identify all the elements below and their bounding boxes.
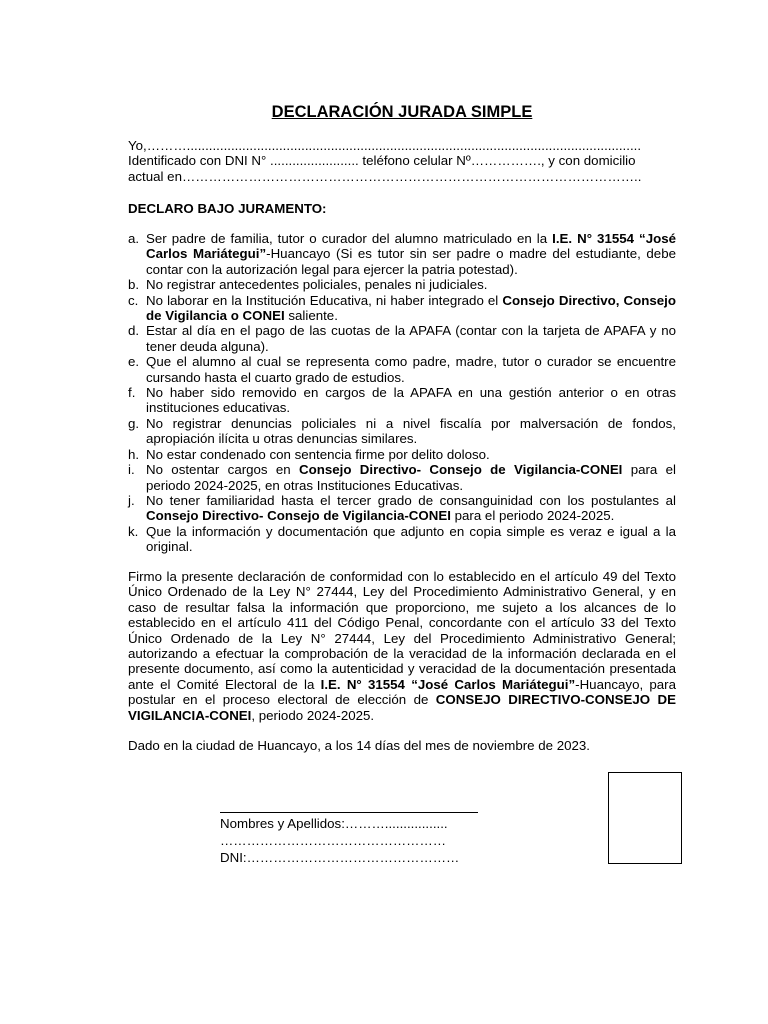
declaration-item bbox=[128, 231, 676, 277]
item-marker: h. bbox=[128, 446, 140, 462]
declaration-item bbox=[128, 323, 676, 354]
text-run: No haber sido removido en cargos de la APAFA en una gestión anterior o en otras instituciones educativas. bbox=[146, 385, 676, 416]
text-run: No tener familiaridad hasta el tercer grado de consanguinidad con los postulantes al bbox=[146, 492, 676, 508]
item-marker: j. bbox=[128, 492, 135, 508]
declaration-item bbox=[128, 354, 676, 385]
item-marker: b. bbox=[128, 277, 140, 293]
item-marker: e. bbox=[128, 354, 140, 370]
bold-text: Consejo Directivo, Consejo de Vigilancia o CONEI bbox=[146, 292, 676, 324]
text-run: Que la información y documentación que adjunto en copia simple es veraz e igual a la original. bbox=[146, 523, 676, 555]
text-run: saliente. bbox=[284, 308, 338, 324]
names-field: Nombres y Apellidos:………................. bbox=[220, 816, 448, 831]
declaration-item bbox=[128, 293, 676, 324]
document-title: DECLARACIÓN JURADA SIMPLE bbox=[271, 103, 533, 121]
text-run: No ostentar cargos en bbox=[146, 462, 299, 478]
item-marker: g. bbox=[128, 415, 140, 431]
text-run: Firmo la presente declaración de conformidad con lo establecido en el artículo 49 del Texto Único Ordenado de la Ley N° 27444, Ley del Procedimiento Administrativo General, y en caso de resultar falsa la información que proporciono, me sujeto a los alcances de lo establecido en el artículo 411 del Código Penal, concordante con el artículo 33 del Texto Único Ordenado de la Ley N° 27444, Ley del Procedimiento Administrativo General; autorizando a efectuar la comprobación de la veracidad de la información declarada en el presente documento, así como la autenticidad y veracidad de la documentación presentada ante el Comité Electoral de la bbox=[128, 569, 676, 692]
bold-text: Consejo Directivo- Consejo de Vigilancia-CONEI bbox=[146, 508, 451, 524]
declaration-item bbox=[128, 447, 676, 462]
declaration-item bbox=[128, 416, 676, 447]
dni-phone-line: Identificado con DNI N° ........................ teléfono celular Nº……………., y con domicilio bbox=[128, 153, 636, 169]
item-marker: c. bbox=[128, 292, 139, 308]
declaration-item bbox=[128, 277, 676, 292]
address-line: actual en………………………………………………………………………………………….. bbox=[128, 168, 642, 184]
text-run: No registrar antecedentes policiales, penales ni judiciales. bbox=[146, 277, 488, 293]
item-marker: f. bbox=[128, 385, 136, 401]
text-run: No estar condenado con sentencia firme por delito doloso. bbox=[146, 446, 490, 462]
declaration-items bbox=[128, 231, 676, 555]
dni-field: DNI:………………………………………… bbox=[220, 850, 460, 865]
signature-line bbox=[220, 812, 478, 813]
declaration-item bbox=[128, 493, 676, 524]
bold-text: CONSEJO DIRECTIVO-CONSEJO DE VIGILANCIA-CONEI bbox=[128, 692, 676, 723]
names-dots-field: …………………………………………… bbox=[220, 833, 447, 848]
item-marker: a. bbox=[128, 231, 140, 246]
item-marker: k. bbox=[128, 523, 139, 539]
text-run: No registrar denuncias policiales ni a nivel fiscalía por malversación de fondos, apropiación ilícita u otras denuncias similares. bbox=[146, 415, 676, 447]
item-marker: i. bbox=[128, 462, 135, 478]
bold-text: I.E. N° 31554 “José Carlos Mariátegui” bbox=[146, 231, 676, 262]
fingerprint-box bbox=[608, 772, 682, 864]
declaration-heading: DECLARO BAJO JURAMENTO: bbox=[128, 201, 327, 216]
date-place-line: Dado en la ciudad de Huancayo, a los 14 días del mes de noviembre de 2023. bbox=[128, 738, 591, 753]
declaration-item bbox=[128, 524, 676, 555]
declaration-item bbox=[128, 462, 676, 493]
declarant-info bbox=[128, 138, 676, 184]
bold-text: I.E. N° 31554 “José Carlos Mariátegui” bbox=[320, 676, 576, 692]
text-run: -Huancayo (Si es tutor sin ser padre o madre del estudiante, debe contar con la autorización legal para ejercer la patria potestad). bbox=[146, 246, 676, 277]
text-run: No laborar en la Institución Educativa, ni haber integrado el bbox=[146, 292, 503, 308]
text-run: , periodo 2024-2025. bbox=[251, 707, 375, 723]
text-run: Ser padre de familia, tutor o curador del alumno matriculado en la bbox=[146, 231, 553, 246]
text-run: para el periodo 2024-2025. bbox=[450, 508, 615, 524]
signature-block bbox=[220, 812, 480, 866]
text-run: -Huancayo, para postular en el proceso electoral de elección de bbox=[128, 676, 677, 708]
signature-paragraph bbox=[128, 569, 676, 723]
text-run: Que el alumno al cual se representa como padre, madre, tutor o curador se encuentre cursando hasta el cuarto grado de estudios. bbox=[146, 354, 676, 385]
text-run: Estar al día en el pago de las cuotas de la APAFA (contar con la tarjeta de APAFA y no tener deuda alguna). bbox=[146, 323, 676, 354]
item-marker: d. bbox=[128, 323, 140, 339]
declaration-item bbox=[128, 385, 676, 416]
name-line: Yo,………........................................................................................................................... bbox=[128, 138, 642, 153]
bold-text: Consejo Directivo- Consejo de Vigilancia-CONEI bbox=[299, 462, 623, 478]
text-run: para el periodo 2024-2025, en otras Instituciones Educativas. bbox=[146, 462, 676, 493]
